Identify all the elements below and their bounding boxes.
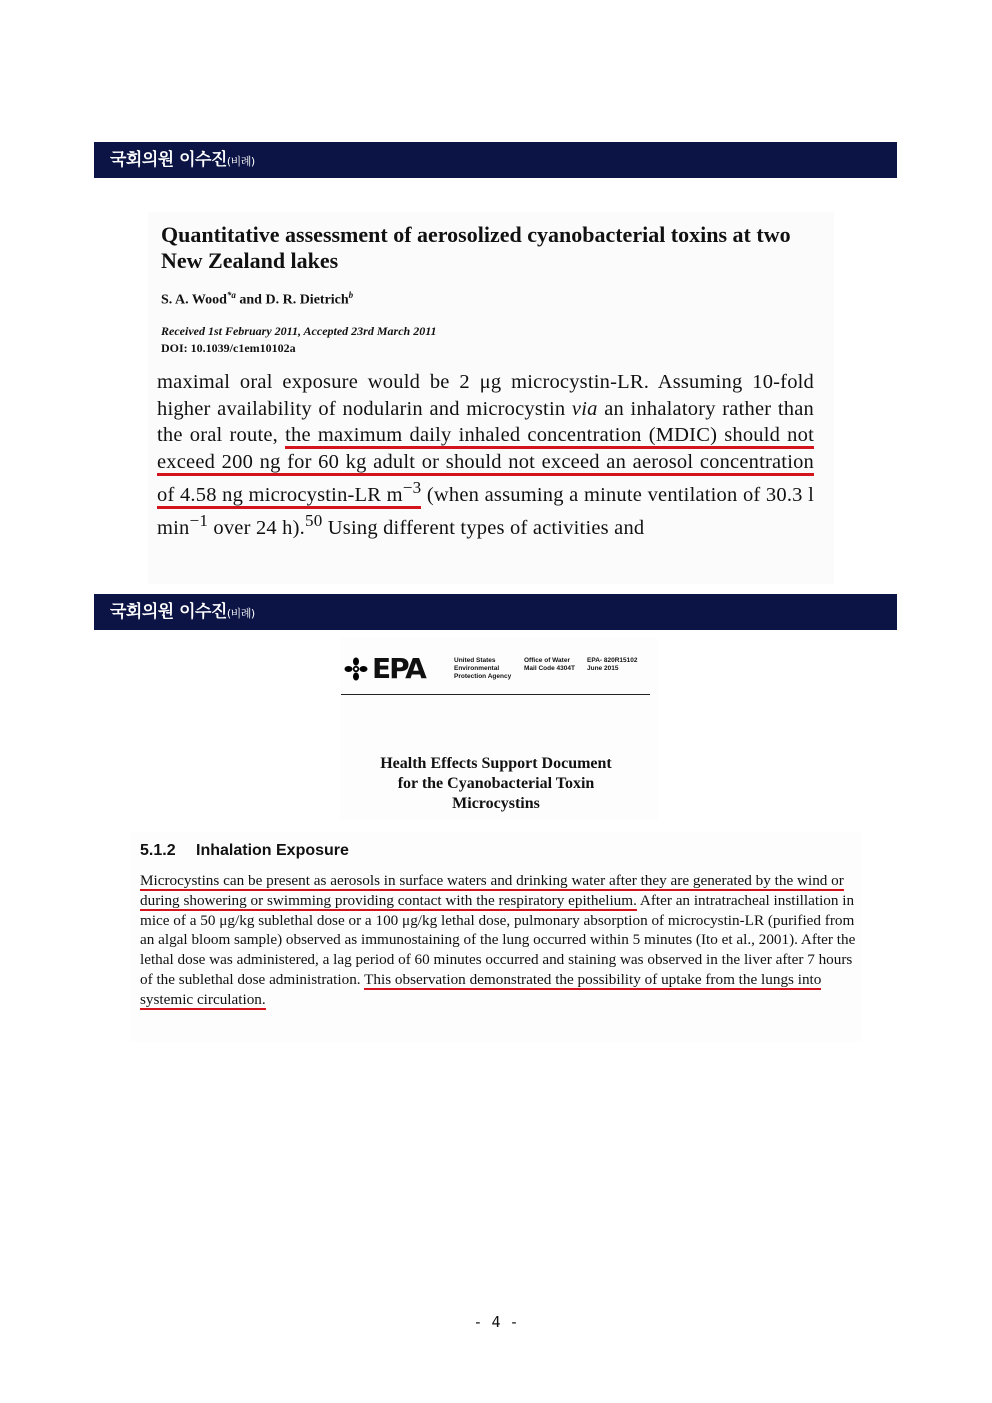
epa-divider xyxy=(341,694,650,695)
epa-office: Office of Water Mail Code 4304T xyxy=(524,657,575,672)
epa-logo-text: EPA xyxy=(372,652,425,685)
section-heading xyxy=(140,842,349,860)
excerpt-text-3-sup: −1 xyxy=(189,511,209,531)
section-number: 5.1.2 xyxy=(140,842,176,859)
epa-body-middle: After an intratracheal instillation in mice of a 50 μg/kg sublethal dose or a 100 μg/kg lethal dose, pulmonary absorption of microcystin-LR (purified from an algal bloom sample) observed as immunostaining of the lung occurred within 5 minutes (Ito et al., 2001). After the lethal dose was administered, a lag period of 60 minutes occurred and staining was observed in the liver after 7 hours of the sublethal dose administration. xyxy=(140,891,856,988)
author-separator: and xyxy=(235,292,266,308)
author-2: D. R. Dietrich xyxy=(265,292,349,308)
excerpt-text-5: Using different types of activities and xyxy=(322,517,645,540)
epa-highlight-2: This observation demonstrated the possibility of uptake from the lungs into systemic circulation. xyxy=(140,970,822,1008)
banner-suffix: (비례) xyxy=(226,155,255,168)
excerpt-highlight-text: the maximum daily inhaled concentration (MDIC) should not exceed 200 ng for 60 kg adult or should not exceed an aerosol concentration of 4.58 ng microcystin-LR m xyxy=(157,424,814,506)
paper-authors xyxy=(161,290,353,309)
author-1-affiliation: *a xyxy=(226,290,236,300)
page-number: - 4 - xyxy=(473,1313,519,1331)
excerpt-text-3: (when assuming a minute ventilation of 30.3 l min xyxy=(157,483,814,540)
excerpt-text-4: over 24 h). xyxy=(208,517,305,540)
author-1: S. A. Wood xyxy=(161,292,227,308)
section-title: Inhalation Exposure xyxy=(196,842,349,859)
epa-logo xyxy=(344,652,425,685)
epa-highlight-1: Microcystins can be present as aerosols in surface waters and drinking water after they are generated by the wind or during showering or swimming providing contact with the respiratory epithelium. xyxy=(140,872,844,909)
paper-excerpt xyxy=(157,369,814,542)
paper-title: Quantitative assessment of aerosolized cyanobacterial toxins at two New Zealand lakes xyxy=(161,222,791,273)
header-banner-1 xyxy=(94,142,897,178)
excerpt-highlight-sup: −3 xyxy=(402,478,422,497)
doc-title-line-1: Health Effects Support Document xyxy=(380,755,612,772)
epa-body-text xyxy=(140,871,856,1010)
banner-name: 국회의원 이수진 xyxy=(110,150,227,170)
excerpt-reference: 50 xyxy=(304,511,323,531)
excerpt-via: via xyxy=(571,397,598,420)
paper-doi: DOI: 10.1039/c1em10102a xyxy=(161,341,296,355)
header-banner-2 xyxy=(94,594,897,630)
epa-agency-name: United States Environmental Protection Agency xyxy=(454,657,512,680)
epa-flower-icon xyxy=(344,657,368,681)
excerpt-text-2: an inhalatory rather than the oral route, xyxy=(157,397,814,446)
banner-name: 국회의원 이수진 xyxy=(110,602,227,622)
banner-suffix: (비례) xyxy=(226,607,255,620)
author-2-affiliation: b xyxy=(348,290,354,300)
excerpt-text-1: maximal oral exposure would be 2 μg microcystin-LR. Assuming 10-fold higher availability of nodularin and microcystin xyxy=(157,371,814,420)
received-dates: Received 1st February 2011, Accepted 23rd March 2011 xyxy=(161,324,437,338)
doc-title-line-3: Microcystins xyxy=(452,795,540,812)
epa-doc-id: EPA- 820R15102 June 2015 xyxy=(587,657,638,672)
epa-document-title xyxy=(340,754,652,814)
doc-title-line-2: for the Cyanobacterial Toxin xyxy=(397,775,595,792)
